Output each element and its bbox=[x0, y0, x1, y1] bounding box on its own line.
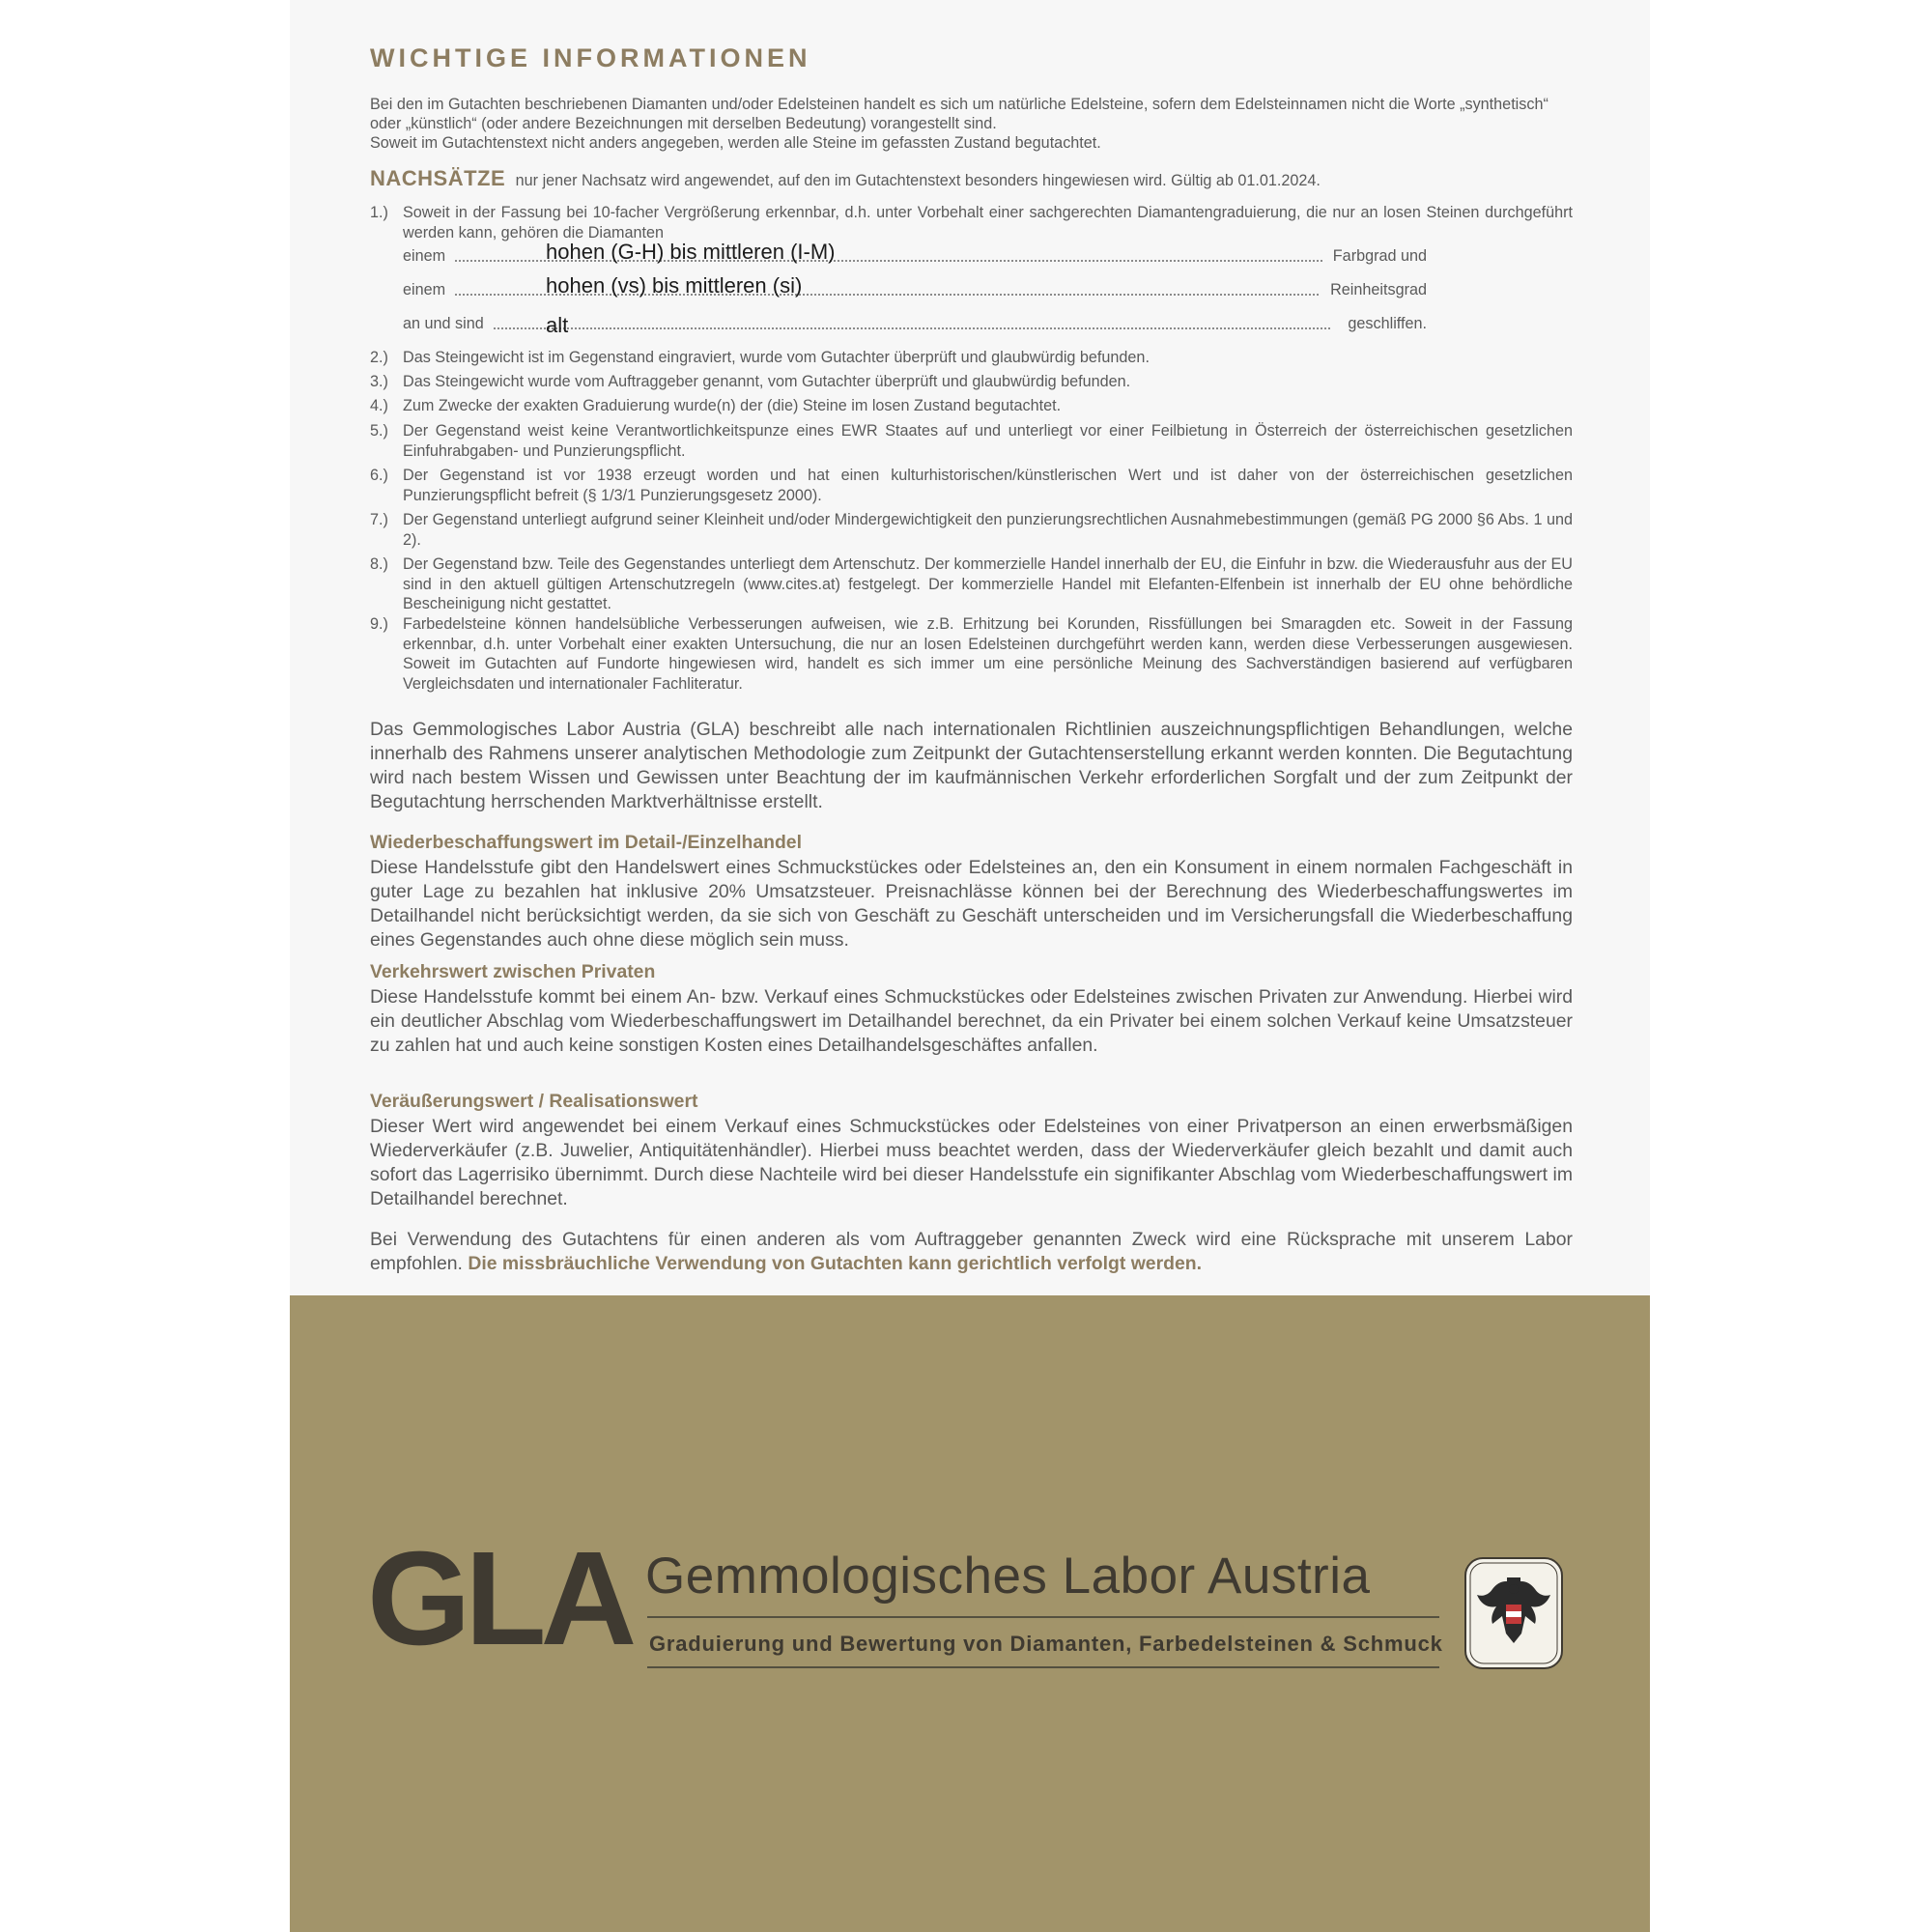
closing-paragraph bbox=[370, 1228, 1573, 1276]
page-title: WICHTIGE INFORMATIONEN bbox=[370, 43, 811, 72]
fill-line-farbgrad bbox=[403, 240, 1427, 269]
lab-tagline: Graduierung und Bewertung von Diamanten, Farbedelsteinen & Schmuck bbox=[649, 1632, 1443, 1656]
footer-band bbox=[290, 1295, 1650, 1932]
item-number: 1.) bbox=[370, 204, 388, 221]
divider bbox=[647, 1666, 1439, 1668]
item-text: Der Gegenstand bzw. Teile des Gegenstandes unterliegt dem Artenschutz. Der kommerzielle Handel innerhalb der EU, die Einfuhr in bzw. die Wiederausfuhr aus der EU sind in den aktuell gültigen Artenschutzregeln (www.cites.at) festgelegt. Der kommerzielle Handel mit Elefanten-Elfenbein ist innerhalb der EU ohne behördliche Bescheinigung nicht gestattet. bbox=[403, 555, 1573, 612]
lab-name: Gemmologisches Labor Austria bbox=[645, 1548, 1371, 1605]
section-heading-wiederbeschaffungswert: Wiederbeschaffungswert im Detail-/Einzelhandel bbox=[370, 832, 802, 853]
fill-label: einem bbox=[403, 281, 446, 298]
intro-paragraph-1: Bei den im Gutachten beschriebenen Diamanten und/oder Edelsteinen handelt es sich um natürliche Edelsteine, sofern dem Edelsteinnamen nicht die Worte „synthetisch“ oder „künstlich“ (oder andere Bezeichnungen mit derselben Bedeutung) vorangestellt sind. bbox=[370, 96, 1548, 132]
section-text-wiederbeschaffungswert: Diese Handelsstufe gibt den Handelswert eines Schmuckstückes oder Edelsteines an, den ein Konsument in einem normalen Fachgeschäft in guter Lage zu bezahlen hat inklusive 20% Umsatzsteuer. Preisnachlässe können bei der Berechnung des Wiederbeschaffungswertes im Detailhandel nicht berücksichtigt werden, da sie sich von Geschäft zu Geschäft unterscheiden und im Versicherungsfall die Wiederbeschaffung eines Gegenstandes auch ohne diese möglich sein muss. bbox=[370, 857, 1573, 951]
fill-suffix: Reinheitsgrad bbox=[1330, 281, 1427, 298]
nachsaetze-note: nur jener Nachsatz wird angewendet, auf den im Gutachtenstext besonders hingewiesen wird. Gültig ab 01.01.2024. bbox=[515, 172, 1321, 189]
gla-logo: GLA bbox=[367, 1524, 632, 1673]
item-text: Das Steingewicht ist im Gegenstand eingraviert, wurde vom Gutachter überprüft und glaubwürdig befunden. bbox=[403, 349, 1150, 366]
section-heading-veraeusserungswert: Veräußerungswert / Realisationswert bbox=[370, 1091, 698, 1112]
divider bbox=[647, 1616, 1439, 1618]
fill-value-reinheitsgrad: hohen (vs) bis mittleren (si) bbox=[546, 273, 803, 298]
item-text: Der Gegenstand ist vor 1938 erzeugt worden und hat einen kulturhistorischen/künstlerischen Wert und ist daher von der österreichischen gesetzlichen Punzierungspflicht befreit (§ 1/3/1 Punzierungsgesetz 2000). bbox=[403, 467, 1573, 504]
item-number: 2.) bbox=[370, 349, 388, 366]
item-number: 6.) bbox=[370, 467, 388, 484]
dotted-line bbox=[494, 327, 1330, 329]
item-number: 9.) bbox=[370, 615, 388, 633]
fill-suffix: geschliffen. bbox=[1348, 315, 1427, 332]
state-award-seal-icon bbox=[1463, 1556, 1564, 1670]
fill-label: an und sind bbox=[403, 315, 484, 332]
item-text: Soweit in der Fassung bei 10-facher Vergrößerung erkennbar, d.h. unter Vorbehalt einer sachgerechten Diamantengraduierung, die nur an losen Steinen durchgeführt werden kann, gehören die Diamanten bbox=[403, 204, 1573, 242]
section-text-veraeusserungswert: Dieser Wert wird angewendet bei einem Verkauf eines Schmuckstückes oder Edelsteines von einer Privatperson an einen erwerbsmäßigen Wiederverkäufer (z.B. Juwelier, Antiquitätenhändler). Hierbei muss beachtet werden, dass der Wiederverkäufer gleich bezahlt und damit auch sofort das Lagerrisiko übernimmt. Durch diese Nachteile wird bei dieser Handelsstufe ein signifikanter Abschlag vom Wiederbeschaffungswert im Detailhandel berechnet. bbox=[370, 1116, 1573, 1209]
item-text: Das Steingewicht wurde vom Auftraggeber genannt, vom Gutachter überprüft und glaubwürdig befunden. bbox=[403, 373, 1131, 390]
item-text: Der Gegenstand unterliegt aufgrund seiner Kleinheit und/oder Mindergewichtigkeit den punzierungsrechtlichen Ausnahmebestimmungen (gemäß PG 2000 §6 Abs. 1 und 2). bbox=[403, 511, 1573, 549]
item-text: Zum Zwecke der exakten Graduierung wurde(n) der (die) Steine im losen Zustand begutachtet. bbox=[403, 397, 1062, 414]
fill-label: einem bbox=[403, 247, 446, 265]
item-number: 7.) bbox=[370, 511, 388, 528]
closing-text: Bei Verwendung des Gutachtens für einen anderen als vom Auftraggeber genannten Zweck wird eine Rücksprache mit unserem Labor empfohlen. bbox=[370, 1229, 1573, 1274]
nachsaetze-header bbox=[370, 166, 1573, 191]
item-text: Der Gegenstand weist keine Verantwortlichkeitspunze eines EWR Staates auf und unterliegt vor einer Feilbietung in Österreich der österreichischen gesetzlichen Einfuhrabgaben- und Punzierungspflicht. bbox=[403, 422, 1573, 460]
item-text: Farbedelsteine können handelsübliche Verbesserungen aufweisen, wie z.B. Erhitzung bei Korunden, Rissfüllungen bei Smaragden etc. Soweit in der Fassung erkennbar, d.h. unter Vorbehalt einer exakten Untersuchung, die nur an losen Edelsteinen durchgeführt werden kann, werden diese Verbesserungen ausgewiesen. Soweit im Gutachten auf Fundorte hingewiesen wird, handelt es sich immer um eine persönliche Meinung des Sachverständigen basierend auf verfügbaren Vergleichsdaten und internationaler Fachliteratur. bbox=[403, 615, 1573, 693]
item-number: 8.) bbox=[370, 555, 388, 573]
intro-text bbox=[370, 95, 1573, 153]
fill-line-schliff bbox=[403, 315, 1427, 336]
nachsaetze-heading: NACHSÄTZE bbox=[370, 166, 506, 190]
section-text-verkehrswert: Diese Handelsstufe kommt bei einem An- bzw. Verkauf eines Schmuckstückes oder Edelsteines zwischen Privaten zur Anwendung. Hierbei wird ein deutlicher Abschlag vom Wiederbeschaffungswert im Detailhandel berechnet, da ein Privater bei einem solchen Verkauf keine Umsatzsteuer zu zahlen hat und auch keine sonstigen Kosten eines Detailhandelsgeschäftes anfallen. bbox=[370, 986, 1573, 1056]
fill-value-schliff: alt bbox=[546, 313, 569, 337]
fill-value-farbgrad: hohen (G-H) bis mittleren (I-M) bbox=[546, 240, 836, 264]
item-number: 3.) bbox=[370, 373, 388, 390]
closing-warning: Die missbräuchliche Verwendung von Gutachten kann gerichtlich verfolgt werden. bbox=[468, 1253, 1202, 1274]
item-number: 4.) bbox=[370, 397, 388, 414]
item-number: 5.) bbox=[370, 422, 388, 440]
gla-paragraph: Das Gemmologisches Labor Austria (GLA) beschreibt alle nach internationalen Richtlinien auszeichnungspflichtigen Behandlungen, welche innerhalb des Rahmens unserer analytischen Methodologie zum Zeitpunkt der Gutachtenserstellung erkannt werden konnten. Die Begutachtung wird nach bestem Wissen und Gewissen unter Beachtung der im kaufmännischen Verkehr erforderlichen Sorgfalt und der zum Zeitpunkt der Begutachtung herrschenden Marktverhältnisse erstellt. bbox=[370, 719, 1573, 812]
fill-suffix: Farbgrad und bbox=[1332, 247, 1427, 265]
intro-paragraph-2: Soweit im Gutachtenstext nicht anders angegeben, werden alle Steine im gefassten Zustand begutachtet. bbox=[370, 134, 1101, 152]
section-heading-verkehrswert: Verkehrswert zwischen Privaten bbox=[370, 961, 656, 982]
fill-line-reinheitsgrad bbox=[403, 273, 1427, 302]
